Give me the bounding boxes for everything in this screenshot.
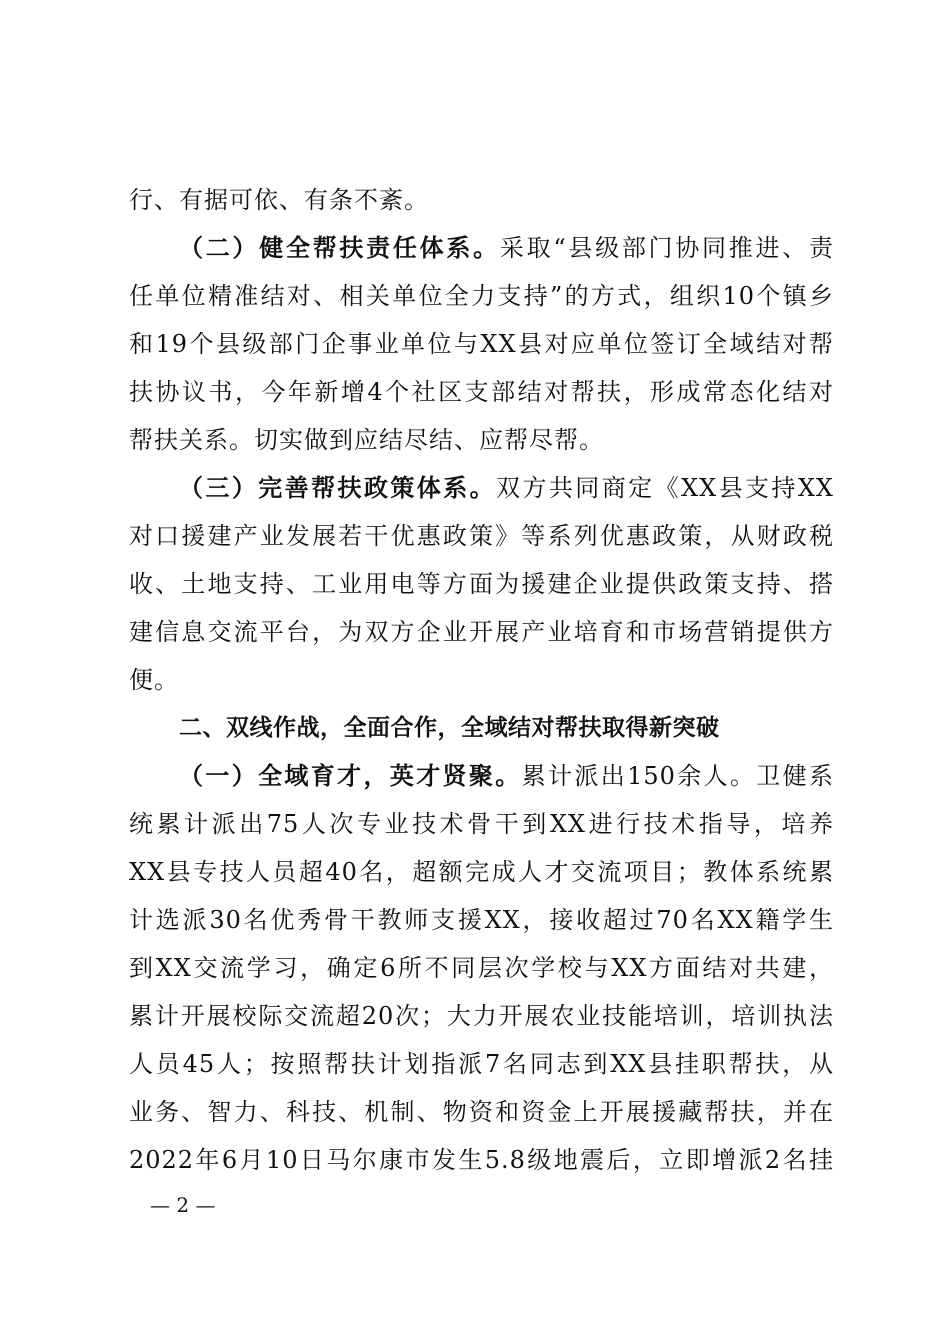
body-line: 扶协议书，今年新增4个社区支部结对帮扶，形成常态化结对 (129, 378, 834, 406)
body-line: 建信息交流平台，为双方企业开展产业培育和市场营销提供方 (129, 618, 834, 646)
body-line: 人员45人；按照帮扶计划指派7名同志到XX县挂职帮扶，从 (129, 1050, 834, 1078)
body-line: 对口援建产业发展若干优惠政策》等系列优惠政策，从财政税 (129, 522, 834, 550)
section-lead: （三）完善帮扶政策体系。 (179, 473, 497, 502)
body-line: 和19个县级部门企事业单位与XX县对应单位签订全域结对帮 (129, 330, 834, 358)
body-line: 累计开展校际交流超20次；大力开展农业技能培训，培训执法 (129, 1002, 834, 1030)
body-line: （一）全域育才，英才贤聚。累计派出150余人。卫健系 (179, 761, 835, 790)
body-line: 业务、智力、科技、机制、物资和资金上开展援藏帮扶，并在 (129, 1098, 834, 1126)
body-line: （三）完善帮扶政策体系。双方共同商定《XX县支持XX (179, 473, 835, 502)
body-line: 任单位精准结对、相关单位全力支持”的方式，组织10个镇乡 (129, 282, 834, 310)
body-line: 统累计派出75人次专业技术骨干到XX进行技术指导，培养 (129, 810, 834, 838)
body-line: 到XX交流学习，确定6所不同层次学校与XX方面结对共建， (129, 954, 834, 982)
body-line: 收、土地支持、工业用电等方面为援建企业提供政策支持、搭 (129, 570, 834, 598)
body-line: XX县专技人员超40名，超额完成人才交流项目；教体系统累 (129, 858, 834, 886)
section-lead: （一）全域育才，英才贤聚。 (179, 761, 522, 790)
body-line: （二）健全帮扶责任体系。采取“县级部门协同推进、责 (179, 233, 834, 262)
section-lead: （二）健全帮扶责任体系。 (179, 233, 500, 262)
body-line: 2022年6月10日马尔康市发生5.8级地震后，立即增派2名挂 (129, 1146, 834, 1174)
page-number: — 2 — (150, 1193, 216, 1217)
section-heading: 二、双线作战，全面合作，全域结对帮扶取得新突破 (179, 715, 720, 741)
body-line: 行、有据可依、有条不紊。 (129, 186, 429, 214)
body-line: 便。 (129, 666, 179, 694)
body-line: 计选派30名优秀骨干教师支援XX，接收超过70名XX籍学生 (129, 906, 834, 934)
body-line: 帮扶关系。切实做到应结尽结、应帮尽帮。 (129, 426, 604, 454)
